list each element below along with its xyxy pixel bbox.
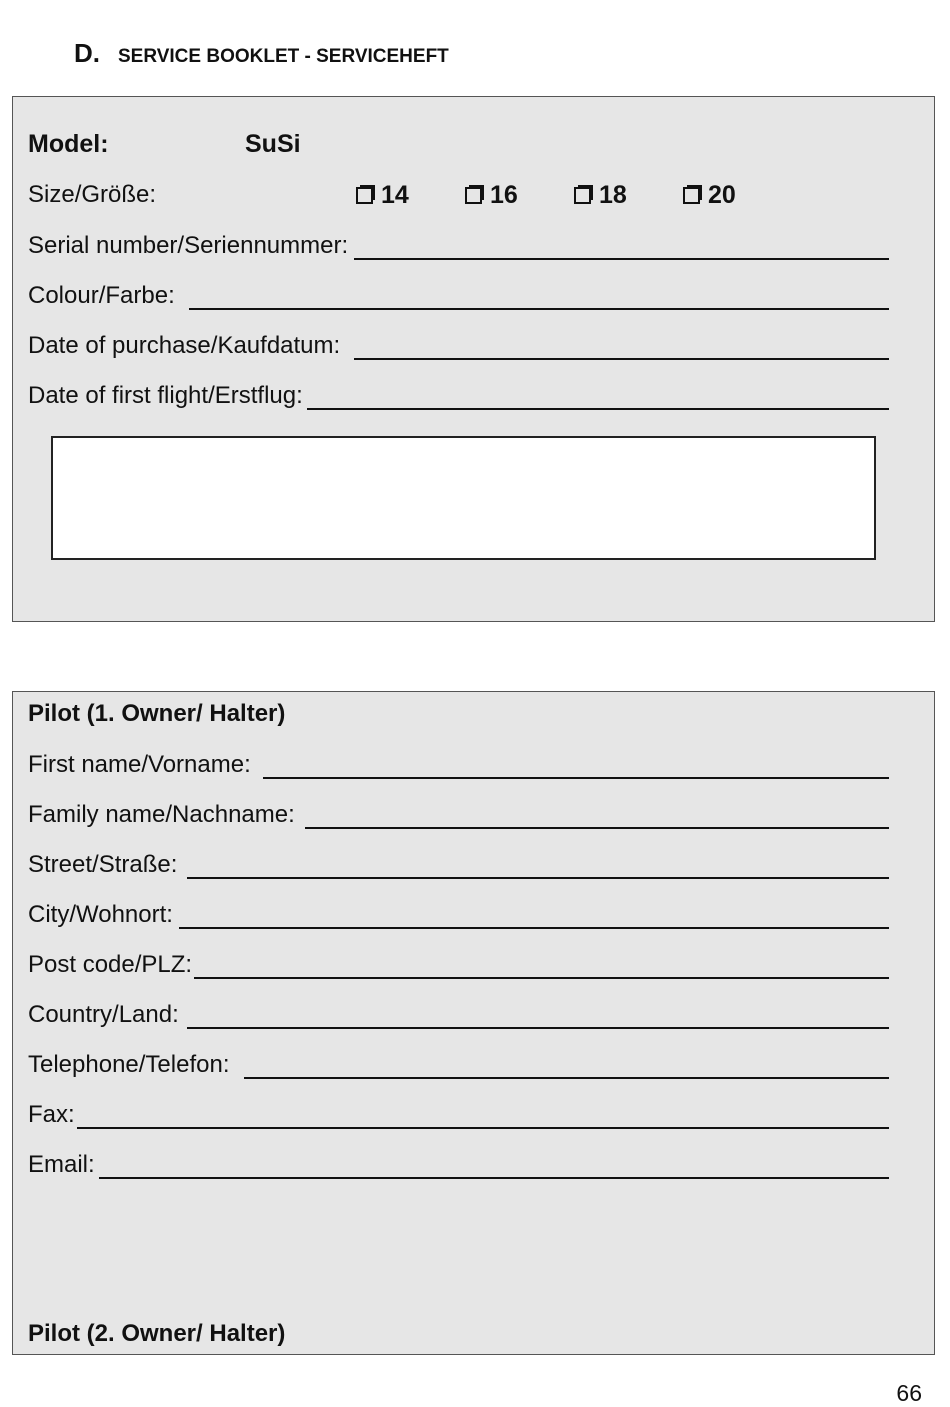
postcode-label: Post code/PLZ: bbox=[28, 951, 193, 978]
stamp-box[interactable] bbox=[51, 436, 876, 560]
city-field[interactable] bbox=[179, 926, 889, 929]
section-heading bbox=[74, 38, 449, 69]
size-option-20[interactable] bbox=[683, 181, 736, 210]
fax-label: Fax: bbox=[28, 1101, 75, 1128]
country-field[interactable] bbox=[187, 1026, 889, 1029]
country-label: Country/Land: bbox=[28, 1001, 179, 1028]
size-option-label: 14 bbox=[381, 181, 409, 209]
checkbox-icon[interactable] bbox=[465, 187, 482, 204]
size-option-label: 20 bbox=[708, 181, 736, 209]
email-field[interactable] bbox=[99, 1176, 889, 1179]
size-option-label: 16 bbox=[490, 181, 518, 209]
fax-field[interactable] bbox=[77, 1126, 889, 1129]
postcode-field[interactable] bbox=[194, 976, 889, 979]
pilot-2-title: Pilot (2. Owner/ Halter) bbox=[28, 1320, 286, 1347]
size-option-18[interactable] bbox=[574, 181, 627, 210]
colour-field[interactable] bbox=[189, 307, 889, 310]
size-option-16[interactable] bbox=[465, 181, 518, 210]
first-flight-row bbox=[28, 377, 889, 411]
first-flight-label: Date of first flight/Erstflug: bbox=[28, 382, 303, 409]
first-name-label: First name/Vorname: bbox=[28, 751, 251, 778]
city-row bbox=[28, 896, 889, 930]
country-row bbox=[28, 996, 889, 1030]
serial-number-field[interactable] bbox=[354, 257, 889, 260]
page-number: 66 bbox=[896, 1380, 922, 1406]
size-label: Size/Größe: bbox=[28, 181, 157, 208]
telephone-row bbox=[28, 1046, 889, 1080]
purchase-date-row bbox=[28, 327, 889, 361]
checkbox-icon[interactable] bbox=[356, 187, 373, 204]
purchase-date-label: Date of purchase/Kaufdatum: bbox=[28, 332, 341, 359]
street-row bbox=[28, 846, 889, 880]
telephone-label: Telephone/Telefon: bbox=[28, 1051, 230, 1078]
telephone-field[interactable] bbox=[244, 1076, 890, 1079]
product-panel bbox=[12, 96, 935, 622]
section-title: SERVICE BOOKLET - SERVICEHEFT bbox=[118, 46, 449, 67]
first-name-row bbox=[28, 746, 889, 780]
first-name-field[interactable] bbox=[263, 776, 889, 779]
serial-number-label: Serial number/Seriennummer: bbox=[28, 232, 349, 259]
first-flight-field[interactable] bbox=[307, 407, 889, 410]
street-field[interactable] bbox=[187, 876, 889, 879]
family-name-row bbox=[28, 796, 889, 830]
family-name-label: Family name/Nachname: bbox=[28, 801, 295, 828]
section-letter: D. bbox=[74, 38, 100, 68]
pilot-panel bbox=[12, 691, 935, 1355]
model-value: SuSi bbox=[245, 130, 301, 158]
purchase-date-field[interactable] bbox=[354, 357, 889, 360]
fax-row bbox=[28, 1096, 889, 1130]
model-label: Model: bbox=[28, 130, 109, 158]
email-row bbox=[28, 1146, 889, 1180]
checkbox-icon[interactable] bbox=[574, 187, 591, 204]
checkbox-icon[interactable] bbox=[683, 187, 700, 204]
colour-label: Colour/Farbe: bbox=[28, 282, 175, 309]
pilot-1-title: Pilot (1. Owner/ Halter) bbox=[28, 700, 286, 727]
city-label: City/Wohnort: bbox=[28, 901, 173, 928]
size-option-label: 18 bbox=[599, 181, 627, 209]
email-label: Email: bbox=[28, 1151, 95, 1178]
serial-number-row bbox=[28, 227, 889, 261]
family-name-field[interactable] bbox=[305, 826, 889, 829]
street-label: Street/Straße: bbox=[28, 851, 178, 878]
size-option-14[interactable] bbox=[356, 181, 409, 210]
postcode-row bbox=[28, 946, 889, 980]
colour-row bbox=[28, 277, 889, 311]
